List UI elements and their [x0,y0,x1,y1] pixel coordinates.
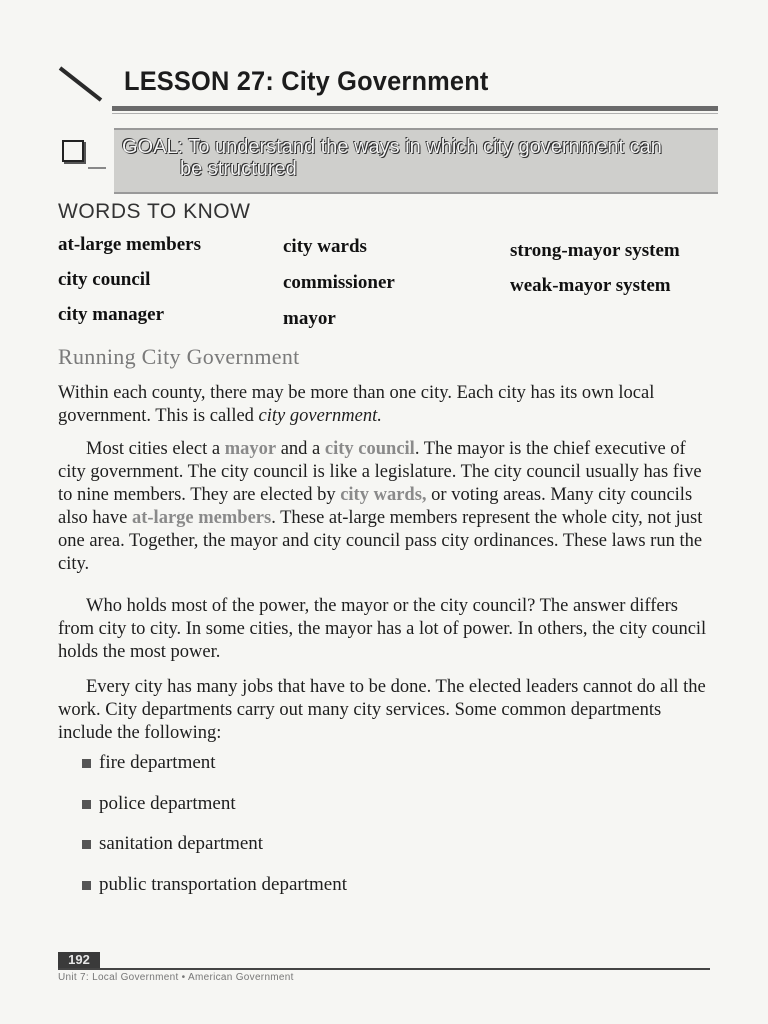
vocab-term: commissioner [283,272,395,293]
vocab-term: mayor [283,308,336,329]
paragraph-4-text: Every city has many jobs that have to be done. The elected leaders cannot do all the work. City departments carry out many city services. Some common departments include the following: [58,677,706,743]
list-item [82,833,347,874]
paragraph-2-text: or voting areas. Many city councils also have [58,485,693,528]
goal-text [122,136,682,180]
list-item [82,874,347,915]
goal-line-2: be structured [180,158,297,180]
words-to-know-heading: WORDS TO KNOW [58,200,251,223]
paragraph-2-text: . The mayor is the chief executive of city government. The city council is like a legislature. The city council usually has five to nine members. They are elected by [58,439,702,505]
paragraph-2-text: and a [276,439,325,459]
paragraph-3 [58,595,718,664]
list-item [82,793,347,834]
header-slash-decoration [59,66,102,101]
footer-rule [58,968,710,970]
term-city-government: city government. [258,406,382,426]
goal-icon-line [88,167,106,169]
bullet-square-icon [82,881,91,890]
vocab-term: strong-mayor system [510,240,680,261]
vocab-term: at-large members [58,234,201,255]
lesson-title: LESSON 27: City Government [124,66,489,96]
footer-text: Unit 7: Local Government • American Government [58,972,294,983]
list-item-text: police department [99,792,236,814]
bullet-square-icon [82,759,91,768]
title-rule-thin [112,113,718,114]
page-number: 192 [58,952,100,968]
paragraph-2 [58,438,718,576]
list-item [82,752,347,793]
vocab-term: city wards [283,236,367,257]
section-heading: Running City Government [58,344,300,369]
term-mayor: mayor [224,439,277,459]
paragraph-4 [58,676,718,745]
paragraph-1-text: Within each county, there may be more than one city. Each city has its own local government. This is called [58,383,655,426]
term-at-large-members: at-large members [131,508,272,528]
term-city-council: city council [324,439,415,459]
list-item-text: sanitation department [99,833,264,854]
departments-list [82,752,347,914]
vocab-term: city manager [58,304,165,325]
list-item-text: fire department [99,752,216,773]
bullet-square-icon [82,800,91,809]
paragraph-2-text: . These at-large members represent the whole city, not just one area. Together, the mayor and city council pass city ordinances. These laws run the city. [58,508,703,574]
goal-checkbox-icon [62,140,84,162]
paragraph-2-text: Most cities elect a [86,439,225,459]
term-city-wards: city wards, [340,485,427,505]
bullet-square-icon [82,840,91,849]
goal-line-1: GOAL: To understand the ways in which city government can [122,136,662,158]
title-rule [112,106,718,111]
list-item-text: public transportation department [99,873,347,895]
paragraph-3-text: Who holds most of the power, the mayor or the city council? The answer differs from city to city. In some cities, the mayor has a lot of power. In others, the city council holds the most power. [58,596,707,662]
vocab-term: city council [58,269,151,290]
paragraph-1 [58,382,718,428]
vocab-term: weak-mayor system [510,275,671,296]
